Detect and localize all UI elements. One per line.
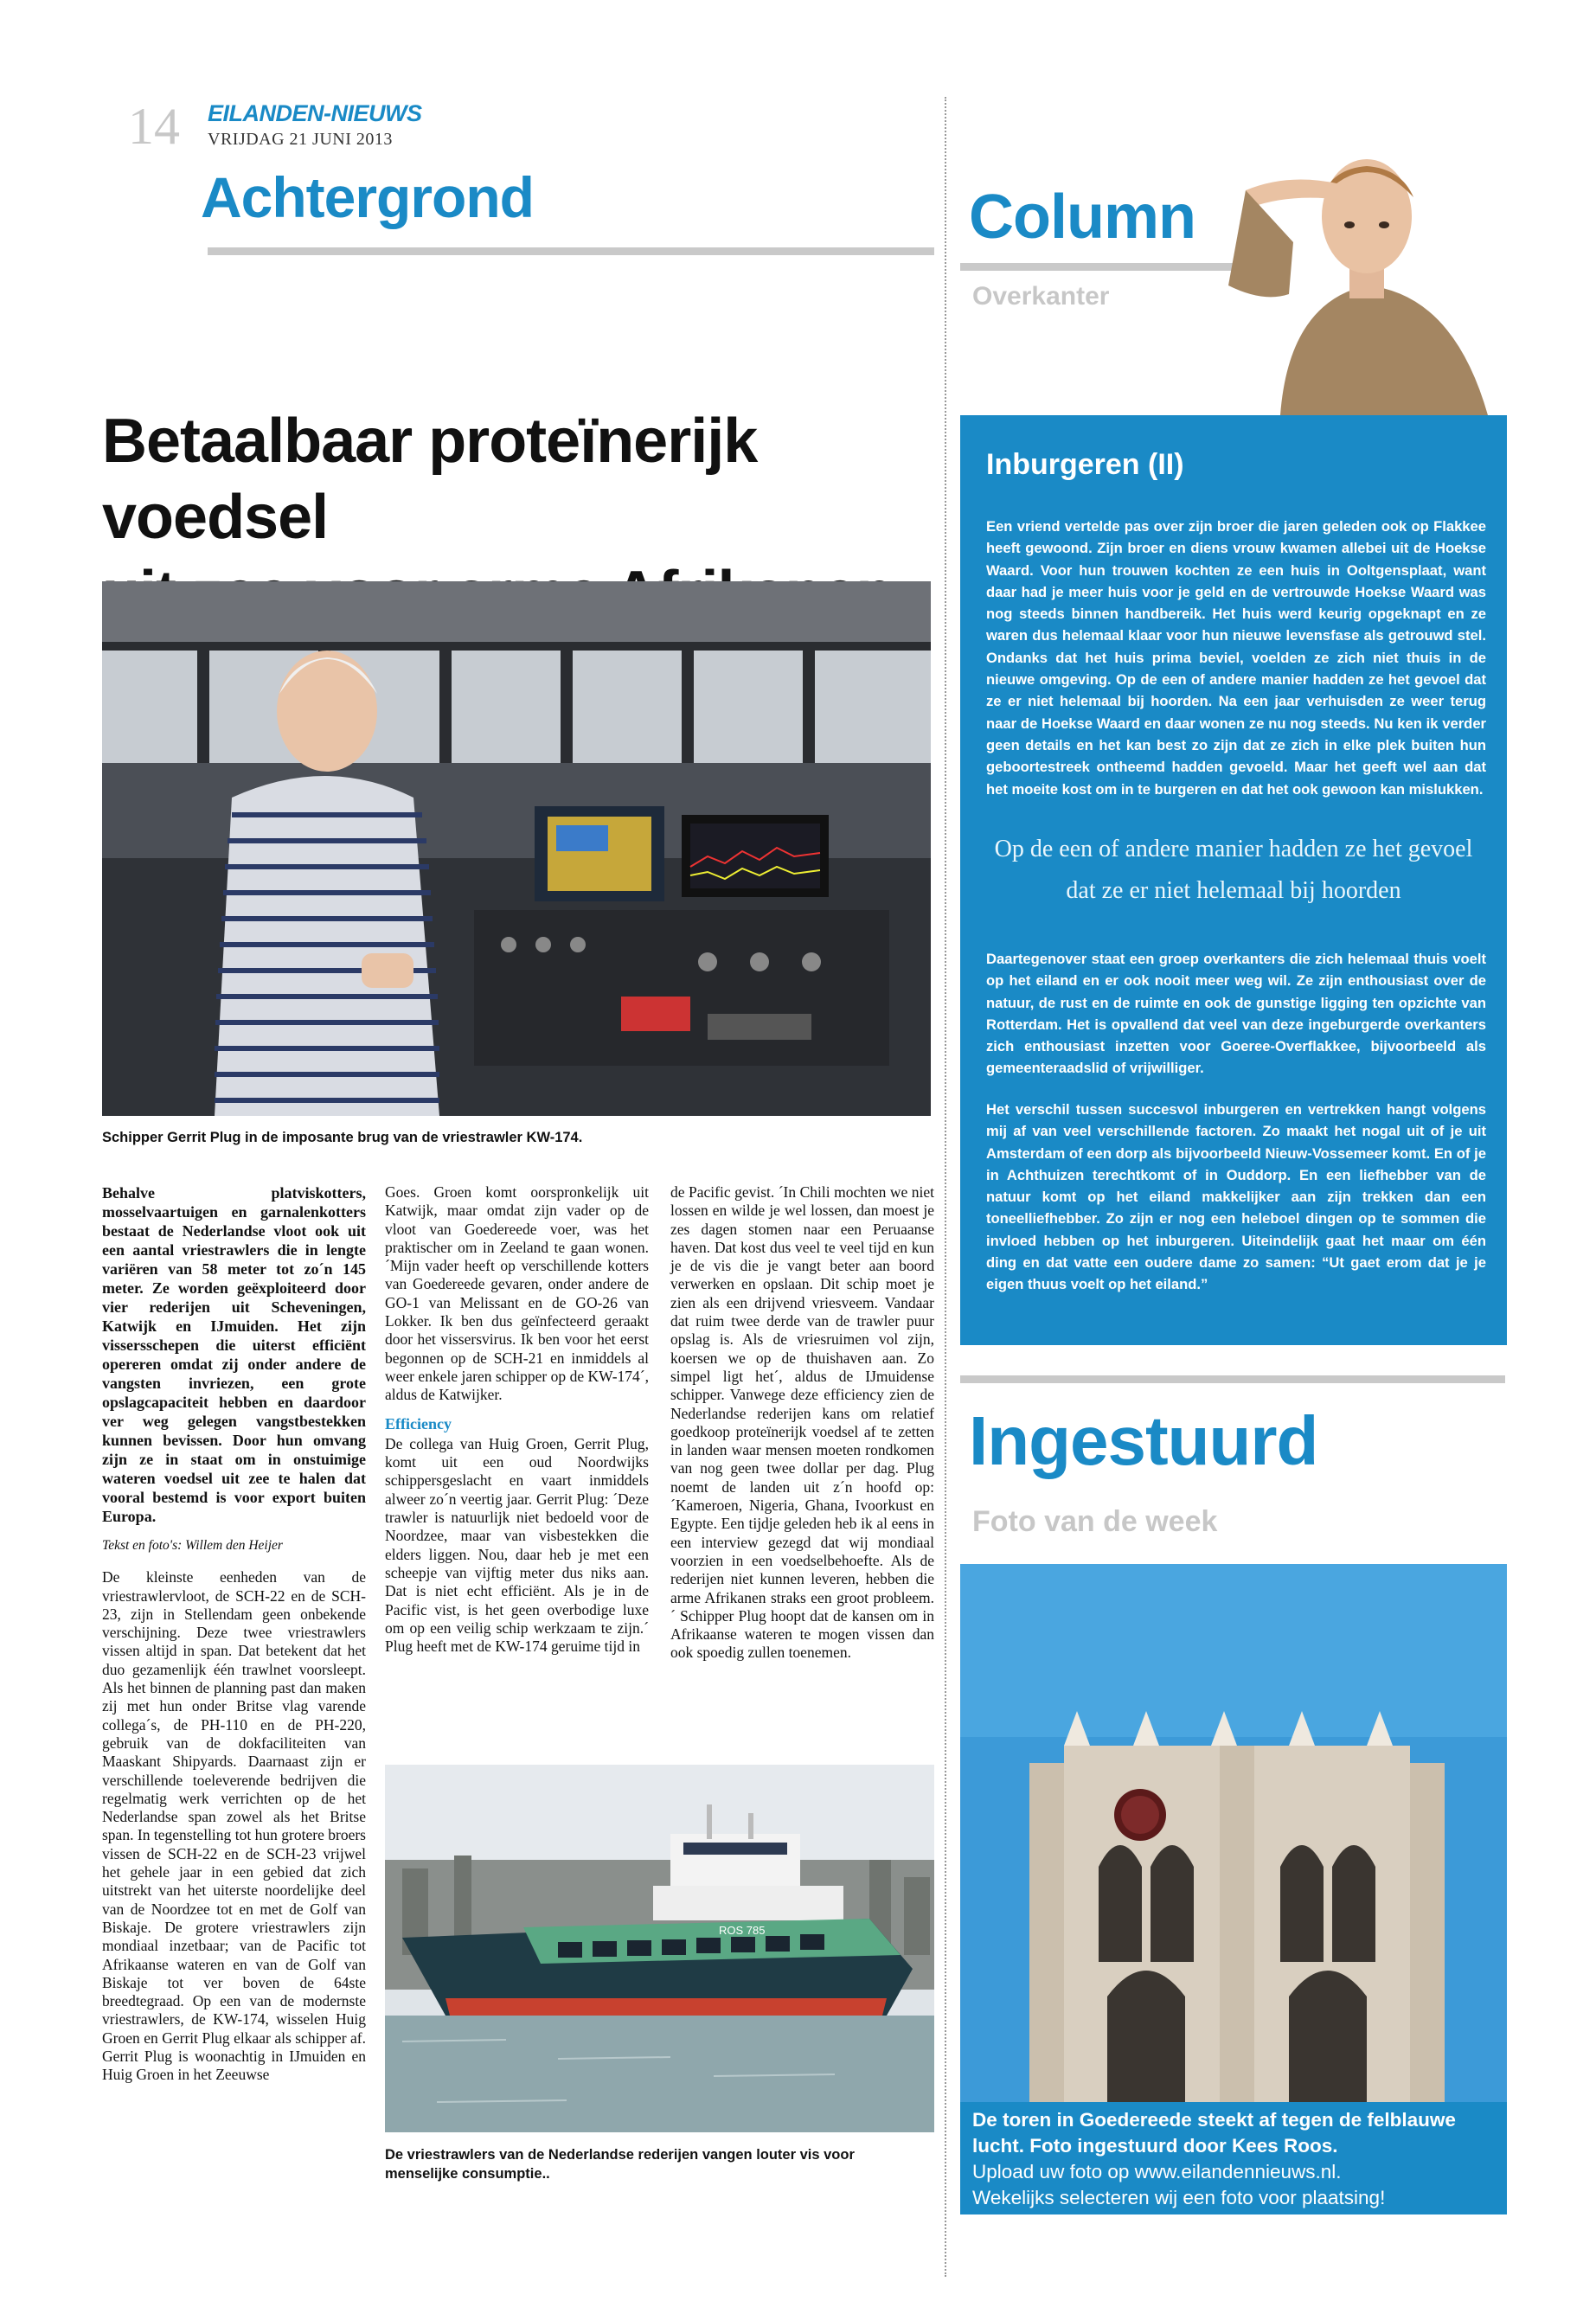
article-body-col1: De kleinste eenheden van de vriestrawlervloot, de SCH-22 en de SCH-23, zijn in Stellendam geen onbekende verschijning. Deze twee vriestrawlers vissen altijd in span. Dat betekent dat het duo gezamenlijk één trawlnet voorsleept. Als het binnen de planning past dan maken zij met hun onder Britse vlag varende collega´s, de PH-110 en de PH-220, gebruik van de dokfaciliteiten van Maaskant Shipyards. Daarnaast zijn er verschillende toeleverende bedrijven die regelmatig werk verrichten op de het Nederlandse span zowel als het Britse span. In tegenstelling tot hun grotere broers vissen de SCH-22 en de SCH-23 vrijwel het gehele jaar in een gebied dat zich uitstrekt van het uiterste noordelijke deel van de Noordzee tot en met de Golf van Biskaje. De grotere vriestrawlers zijn mondiaal inzetbaar; van de Pacific tot Afrikaanse wateren en van de Golf van Biskaje tot ver boven de 64ste breedtegraad. Op een van de modernste vriestrawlers, de KW-174, wisselen Huig Groen en Gerrit Plug elkaar als schipper af. Gerrit Plug is woonachtig in IJmuiden en Huig Groen in het Zeeuwse	[102, 1568, 366, 2084]
column-paragraph-2: Daartegenover staat een groep overkanters die zich helemaal thuis voelt op het eiland en er ook nooit meer weg wil. Ze zijn enthousiast over de natuur, de rust en de ruimte en ook de gunstige ligging ten opzichte van Rotterdam. Het is opvallend dat veel van deze ingeburgerde overkanters zich enthousiast inzetten voor Goeree-Overflakkee, bijvoorbeeld als gemeenteraadslid of vrijwilliger.	[986, 951, 1486, 1077]
tower-photo-illustration	[960, 1564, 1507, 2102]
article-column-3	[670, 1183, 934, 1673]
caption-upload-line: Upload uw foto op www.eilandennieuws.nl.	[972, 2161, 1342, 2182]
photo-of-week-caption	[960, 2102, 1507, 2214]
article-column-1	[102, 1183, 366, 2095]
bridge-photo-caption: Schipper Gerrit Plug in de imposante brug van de vriestrawler KW-174.	[102, 1130, 583, 1145]
article-column-2	[385, 1183, 649, 1666]
tower-photo	[960, 1564, 1507, 2102]
section-title: Achtergrond	[201, 165, 534, 229]
trawler-photo	[385, 1765, 934, 2132]
column-rule	[960, 263, 1246, 271]
caption-line-1: De toren in Goedereede steekt af tegen de felblauwe	[972, 2109, 1456, 2131]
caption-line-2: lucht. Foto ingestuurd door Kees Roos.	[972, 2135, 1338, 2157]
article-body-col2a: Goes. Groen komt oorspronkelijk uit Katwijk, maar omdat zijn vader op de vloot van Goedereede voer, was het praktischer om in Zeeland te gaan wonen. ´Mijn vader heeft op verschillende kotters van Goedereede gevaren, onder andere de GO-1 van Melissant en de GO-26 van Lokker. Ik ben dus geïnfecteerd geraakt door het vissersvirus. Ik ben voor het eerst begonnen op de SCH-21 en inmiddels al weer enkele jaren schipper op de KW-174´, aldus de Katwijker.	[385, 1183, 649, 1404]
column-pull-quote: Op de een of andere manier hadden ze het gevoel dat ze er niet helemaal bij hoorden	[994, 836, 1473, 904]
article-body-col3: de Pacific gevist. ´In Chili mochten we niet lossen en wilde je wel lossen, dan moest je zes dagen stomen naar een Peruaanse haven. Dat kost dus veel te veel tijd en kun je de vis die je vangt beter aan boord verwerken en opslaan. Dit schip moet je zien als een drijvend vriesveem. Vandaar dat ruim twee derde van de trawler puur opslag is. Als de vriesruimen vol zijn, koersen we op de thuishaven aan. Zo simpel ligt het´, aldus de IJmuidense schipper. Vanwege deze efficiency zien de Nederlandse rederijen kans om relatief goedkoop proteïnerijk voedsel af te zetten in landen waar mensen moeten rondkomen van nog geen twee dollar per dag. Plug noemt de landen uit z´n hoofd op: ´Kameroen, Nigeria, Ghana, Ivoorkust en Egypte. Een tijdje geleden heb ik al eens in een interview gezegd dat wij mondiaal voorzien in een voedselbehoefte. Als de rederijen niet kunnen leveren, hebben die arme Afrikanen straks een groot probleem.´ Schipper Plug hoopt dat de kansen om in Afrikaanse wateren te mogen vissen dan ook spoedig zullen toenemen.	[670, 1183, 934, 1662]
trawler-photo-caption: De vriestrawlers van de Nederlandse rederijen vangen louter vis voor menselijke consumptie..	[385, 2147, 855, 2182]
page-number: 14	[128, 98, 180, 155]
article-credit: Tekst en foto's: Willem den Heijer	[102, 1538, 283, 1553]
bridge-photo	[102, 581, 931, 1116]
ingestuurd-rule	[960, 1375, 1505, 1383]
caption-weekly-line: Wekelijks selecteren wij een foto voor plaatsing!	[972, 2187, 1386, 2208]
ingestuurd-title: Ingestuurd	[969, 1402, 1318, 1479]
column-box-title: Inburgeren (II)	[986, 448, 1184, 481]
ship-hull-number: ROS 785	[719, 1924, 766, 1937]
column-subtitle: Overkanter	[972, 282, 1110, 311]
column-paragraph-3: Het verschil tussen succesvol inburgeren en vertrekken hangt volgens mij af van veel verschillende factoren. Zo maakt het nogal uit of je uit Amsterdam of een dorp als bijvoorbeeld Nieuw-Vossemeer komt. En of je in Achthuizen terechtkomt of in Ouddorp. En een liefhebber van de natuur komt op het eiland makkelijker aan zijn trekken dan een toneelliefhebber. Zo zijn er nog een heleboel dingen op te sommen die invloed hebben op het inburgeren. Uiteindelijk gaat het maar om één ding en dat vatte een oudere dame zo samen: “Ut gaet erom dat je je eigen thuus voelt op het eiland.”	[986, 1101, 1486, 1293]
column-box	[960, 415, 1507, 1345]
columnist-illustration	[1211, 121, 1507, 415]
newspaper-brand: EILANDEN-NIEUWS	[208, 100, 422, 126]
column-title: Column	[969, 183, 1195, 252]
article-lead: Behalve platviskotters, mosselvaartuigen en garnalenkotters bestaat de Nederlandse vloot ook uit een aantal vriestrawlers die in lengte variëren van 58 meter tot zo´n 145 meter. Ze worden geëxploiteerd door vier rederijen uit Scheveningen, Katwijk en IJmuiden. Het zijn vissersschepen die uiterst efficiënt opereren omdat zij onder andere de vangsten invriezen, een grote opslagcapaciteit hebben en daardoor ver weg gelegen vangstbestekken kunnen bevissen. Door hun omvang zijn ze in staat om in onstuimige wateren voedsel uit zee te halen dat vooral bestemd is voor export buiten Europa.	[102, 1184, 366, 1525]
columnist-photo	[1211, 121, 1507, 415]
article-subhead: Efficiency	[385, 1414, 452, 1433]
trawler-photo-illustration	[385, 1765, 934, 2132]
article-body-col2b: De collega van Huig Groen, Gerrit Plug, komt uit een oud Noordwijks schippersgeslacht en vaart inmiddels alweer zo´n veertig jaar. Gerrit Plug: ´Deze trawler is natuurlijk niet bedoeld voor de Noordzee, maar van visbestekken die elders liggen. Nou, daar heb je met een scheepje van vijftig meter dus niks aan. Dat is niet echt efficiënt. Als je in de Pacific vist, is het geen overbodige luxe om op een veilig schip werkzaam te zijn.´ Plug heeft met de KW-174 geruime tijd in	[385, 1434, 649, 1656]
ingestuurd-subtitle: Foto van de week	[972, 1505, 1218, 1538]
column-divider	[945, 97, 946, 2277]
column-paragraph-1: Een vriend vertelde pas over zijn broer die jaren geleden ook op Flakkee heeft gewoond. Zijn broer en diens vrouw kwamen allebei uit de Hoekse Waard. Voor hun trouwen kochten ze een huis in Ooltgensplaat, want daar had je meer huis voor je geld en de vertrouwde Hoekse Waard was nog steeds binnen handbereik. Het huis werd keurig opgeknapt en ze waren dus helemaal klaar voor hun nieuwe levensfase als getrouwd stel. Ondanks dat het huis prima beviel, voelden ze zich niet thuis in de nieuwe omgeving. Op de een of andere manier hadden ze het gevoel dat ze er niet helemaal bij hoorden. Na een jaar verhuisden ze weer terug naar de Hoekse Waard en daar wonen ze nu nog steeds. Nu ken ik verder geen details en het kan best zo zijn dat ze zich in elke plek buiten hun geboortestreek ontheemd hadden gevoeld. Maar het geeft wel aan dat het moeite kost om in te burgeren en dat het ook gewoon kan mislukken.	[986, 518, 1486, 798]
issue-date: VRIJDAG 21 JUNI 2013	[208, 130, 393, 149]
headline-line-1: Betaalbaar proteïnerijk voedsel	[102, 407, 758, 552]
section-rule	[208, 247, 934, 255]
bridge-photo-illustration	[102, 581, 931, 1116]
